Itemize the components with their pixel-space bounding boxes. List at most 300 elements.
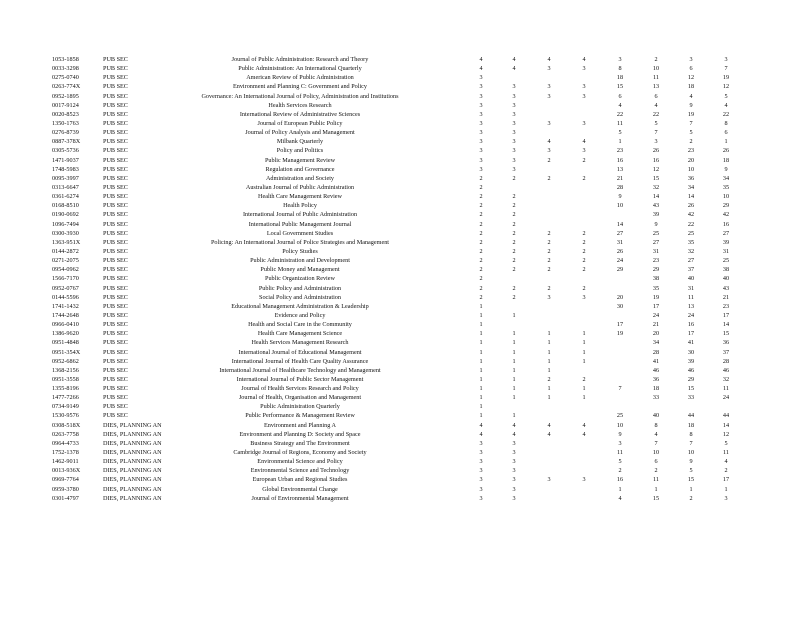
category-cell: PUB SEC [103, 385, 128, 393]
rating-4-cell: 4 [582, 421, 586, 429]
issn-cell: 0033-3298 [52, 65, 79, 73]
rank-1-cell: 10 [616, 421, 624, 429]
rank-3-cell: 34 [687, 183, 695, 191]
rank-1-cell: 30 [616, 302, 624, 310]
category-cell: PUB SEC [103, 257, 128, 265]
rank-2-cell: 33 [652, 394, 660, 402]
rank-4-cell: 9 [724, 165, 728, 173]
rating-1-cell: 1 [479, 302, 483, 310]
rating-1-cell: 1 [479, 348, 483, 356]
issn-cell: 0951-3558 [52, 375, 79, 383]
rating-3-cell: 2 [547, 257, 551, 265]
rank-3-cell: 37 [687, 266, 695, 274]
category-cell: DIES, PLANNING AN [103, 449, 162, 457]
journal-title-cell: Policing: An International Journal of Police Strategies and Management [210, 238, 390, 246]
rating-2-cell: 1 [512, 385, 516, 393]
table-row [0, 293, 800, 302]
rating-4-cell: 3 [582, 119, 586, 127]
rating-3-cell: 1 [547, 339, 551, 347]
table-row [0, 393, 800, 402]
rank-2-cell: 40 [652, 412, 660, 420]
issn-cell: 0095-3997 [52, 174, 79, 182]
rank-3-cell: 26 [687, 202, 695, 210]
category-cell: DIES, PLANNING AN [103, 421, 162, 429]
rank-2-cell: 20 [652, 330, 660, 338]
rank-3-cell: 23 [687, 147, 695, 155]
issn-cell: 0013-936X [52, 467, 81, 475]
rating-2-cell: 4 [512, 421, 516, 429]
rank-3-cell: 20 [687, 156, 695, 164]
issn-cell: 1350-1763 [52, 119, 79, 127]
rank-3-cell: 22 [687, 220, 695, 228]
rank-3-cell: 12 [687, 74, 695, 82]
rating-2-cell: 3 [512, 449, 516, 457]
table-row [0, 137, 800, 146]
rating-2-cell: 3 [512, 494, 516, 502]
rank-1-cell: 31 [616, 238, 624, 246]
rank-1-cell: 1 [618, 138, 622, 146]
table-row [0, 247, 800, 256]
table-row [0, 485, 800, 494]
rating-1-cell: 3 [479, 467, 483, 475]
rank-2-cell: 13 [652, 83, 660, 91]
rating-3-cell: 2 [547, 156, 551, 164]
rating-1-cell: 2 [479, 174, 483, 182]
rank-4-cell: 21 [722, 293, 730, 301]
rating-3-cell: 4 [547, 430, 551, 438]
rank-1-cell: 19 [616, 330, 624, 338]
rank-3-cell: 36 [687, 174, 695, 182]
rating-1-cell: 3 [479, 110, 483, 118]
issn-cell: 1096-7494 [52, 220, 79, 228]
rank-4-cell: 2 [724, 467, 728, 475]
rating-2-cell: 3 [512, 156, 516, 164]
rating-2-cell: 1 [512, 311, 516, 319]
table-row [0, 302, 800, 311]
rank-4-cell: 18 [722, 156, 730, 164]
journal-title-cell: Health Policy [283, 202, 317, 210]
rating-4-cell: 3 [582, 92, 586, 100]
rank-3-cell: 6 [689, 65, 693, 73]
issn-cell: 0263-774X [52, 83, 81, 91]
issn-cell: 0276-8739 [52, 129, 79, 137]
table-row [0, 384, 800, 393]
rating-1-cell: 1 [479, 330, 483, 338]
rating-3-cell: 1 [547, 394, 551, 402]
rating-2-cell: 2 [512, 247, 516, 255]
rank-1-cell: 13 [616, 165, 624, 173]
rank-4-cell: 1 [724, 138, 728, 146]
rank-3-cell: 18 [687, 421, 695, 429]
rank-2-cell: 6 [654, 92, 658, 100]
rating-2-cell: 2 [512, 202, 516, 210]
rating-4-cell: 1 [582, 394, 586, 402]
rank-3-cell: 41 [687, 339, 695, 347]
rank-2-cell: 10 [652, 449, 660, 457]
issn-cell: 0017-9124 [52, 101, 79, 109]
rank-3-cell: 19 [687, 110, 695, 118]
rank-1-cell: 3 [618, 439, 622, 447]
journal-ranking-table [0, 55, 800, 503]
issn-cell: 0952-0767 [52, 284, 79, 292]
rank-4-cell: 7 [724, 65, 728, 73]
table-row [0, 119, 800, 128]
issn-cell: 0301-4797 [52, 494, 79, 502]
rank-2-cell: 22 [652, 110, 660, 118]
rating-4-cell: 1 [582, 339, 586, 347]
category-cell: PUB SEC [103, 357, 128, 365]
journal-title-cell: Environment and Planning A [263, 421, 336, 429]
rating-4-cell: 2 [582, 229, 586, 237]
rank-4-cell: 17 [722, 311, 730, 319]
issn-cell: 0263-7758 [52, 430, 79, 438]
journal-title-cell: Journal of Policy Analysis and Management [245, 129, 355, 137]
issn-cell: 0305-5736 [52, 147, 79, 155]
journal-title-cell: Public Administration and Development [250, 257, 350, 265]
rating-1-cell: 2 [479, 284, 483, 292]
rating-2-cell: 1 [512, 339, 516, 347]
table-row [0, 183, 800, 192]
rank-2-cell: 3 [654, 138, 658, 146]
rating-1-cell: 3 [479, 101, 483, 109]
rank-3-cell: 24 [687, 311, 695, 319]
rating-2-cell: 3 [512, 119, 516, 127]
rank-1-cell: 4 [618, 494, 622, 502]
journal-title-cell: Cambridge Journal of Regions, Economy and Society [233, 449, 367, 457]
rank-1-cell: 5 [618, 458, 622, 466]
journal-title-cell: European Urban and Regional Studies [252, 476, 348, 484]
table-row [0, 101, 800, 110]
category-cell: PUB SEC [103, 147, 128, 155]
rating-3-cell: 3 [547, 293, 551, 301]
rating-1-cell: 1 [479, 394, 483, 402]
issn-cell: 0144-2872 [52, 247, 79, 255]
category-cell: DIES, PLANNING AN [103, 458, 162, 466]
rank-1-cell: 22 [616, 110, 624, 118]
rating-1-cell: 2 [479, 266, 483, 274]
rank-4-cell: 22 [722, 110, 730, 118]
category-cell: DIES, PLANNING AN [103, 439, 162, 447]
rank-3-cell: 25 [687, 229, 695, 237]
rank-2-cell: 31 [652, 247, 660, 255]
rating-3-cell: 3 [547, 83, 551, 91]
rating-3-cell: 3 [547, 147, 551, 155]
rating-4-cell: 4 [582, 430, 586, 438]
rank-3-cell: 35 [687, 238, 695, 246]
journal-title-cell: Journal of Health, Organisation and Management [238, 394, 362, 402]
rank-4-cell: 31 [722, 247, 730, 255]
table-row [0, 220, 800, 229]
category-cell: PUB SEC [103, 83, 128, 91]
rating-2-cell: 1 [512, 348, 516, 356]
rank-2-cell: 41 [652, 357, 660, 365]
rank-2-cell: 25 [652, 229, 660, 237]
rating-1-cell: 3 [479, 494, 483, 502]
table-row [0, 210, 800, 219]
rating-1-cell: 1 [479, 311, 483, 319]
rank-1-cell: 27 [616, 229, 624, 237]
rating-4-cell: 2 [582, 375, 586, 383]
issn-cell: 0952-6862 [52, 357, 79, 365]
category-cell: PUB SEC [103, 165, 128, 173]
rating-2-cell: 1 [512, 330, 516, 338]
rank-3-cell: 46 [687, 366, 695, 374]
rank-1-cell: 24 [616, 257, 624, 265]
rating-4-cell: 3 [582, 147, 586, 155]
rank-1-cell: 18 [616, 74, 624, 82]
rating-2-cell: 2 [512, 293, 516, 301]
rating-3-cell: 4 [547, 421, 551, 429]
rank-1-cell: 9 [618, 193, 622, 201]
rank-4-cell: 14 [722, 321, 730, 329]
rating-4-cell: 1 [582, 357, 586, 365]
rank-3-cell: 29 [687, 375, 695, 383]
rank-3-cell: 44 [687, 412, 695, 420]
journal-title-cell: Policy Studies [282, 247, 318, 255]
issn-cell: 0168-8510 [52, 202, 79, 210]
rank-1-cell: 8 [618, 65, 622, 73]
rank-3-cell: 15 [687, 476, 695, 484]
rating-2-cell: 3 [512, 165, 516, 173]
rank-2-cell: 5 [654, 119, 658, 127]
issn-cell: 1368-2156 [52, 366, 79, 374]
rating-4-cell: 3 [582, 83, 586, 91]
rank-3-cell: 5 [689, 467, 693, 475]
rank-4-cell: 23 [722, 302, 730, 310]
category-cell: PUB SEC [103, 211, 128, 219]
table-row [0, 201, 800, 210]
table-row [0, 229, 800, 238]
rank-4-cell: 17 [722, 476, 730, 484]
table-row [0, 494, 800, 503]
category-cell: PUB SEC [103, 92, 128, 100]
rating-1-cell: 3 [479, 165, 483, 173]
rank-1-cell: 5 [618, 129, 622, 137]
rating-3-cell: 2 [547, 375, 551, 383]
rating-4-cell: 3 [582, 293, 586, 301]
category-cell: PUB SEC [103, 348, 128, 356]
rating-2-cell: 2 [512, 220, 516, 228]
journal-title-cell: Public Money and Management [260, 266, 340, 274]
rating-4-cell: 3 [582, 65, 586, 73]
rank-2-cell: 15 [652, 174, 660, 182]
rating-4-cell: 2 [582, 247, 586, 255]
rank-4-cell: 39 [722, 238, 730, 246]
rank-1-cell: 21 [616, 174, 624, 182]
issn-cell: 1741-1432 [52, 302, 79, 310]
issn-cell: 0734-9149 [52, 403, 79, 411]
table-row [0, 366, 800, 375]
rating-1-cell: 3 [479, 74, 483, 82]
table-row [0, 265, 800, 274]
rating-2-cell: 3 [512, 129, 516, 137]
issn-cell: 0300-3930 [52, 229, 79, 237]
rank-3-cell: 40 [687, 275, 695, 283]
rank-2-cell: 28 [652, 348, 660, 356]
table-row [0, 375, 800, 384]
rank-4-cell: 4 [724, 458, 728, 466]
rank-2-cell: 35 [652, 284, 660, 292]
issn-cell: 0190-0692 [52, 211, 79, 219]
rank-2-cell: 4 [654, 101, 658, 109]
rank-4-cell: 36 [722, 339, 730, 347]
rating-1-cell: 1 [479, 403, 483, 411]
rank-3-cell: 13 [687, 302, 695, 310]
table-row [0, 284, 800, 293]
category-cell: PUB SEC [103, 412, 128, 420]
category-cell: PUB SEC [103, 156, 128, 164]
category-cell: PUB SEC [103, 56, 128, 63]
category-cell: DIES, PLANNING AN [103, 494, 162, 502]
journal-title-cell: Health Services Research [268, 101, 332, 109]
rank-1-cell: 17 [616, 321, 624, 329]
rating-1-cell: 3 [479, 156, 483, 164]
rank-4-cell: 34 [722, 174, 730, 182]
rank-1-cell: 3 [618, 56, 622, 63]
rating-1-cell: 2 [479, 293, 483, 301]
rank-2-cell: 46 [652, 366, 660, 374]
rank-4-cell: 5 [724, 439, 728, 447]
table-row [0, 320, 800, 329]
rank-2-cell: 38 [652, 275, 660, 283]
issn-cell: 1566-7170 [52, 275, 79, 283]
issn-cell: 0361-6274 [52, 193, 79, 201]
rating-1-cell: 2 [479, 183, 483, 191]
rank-3-cell: 2 [689, 494, 693, 502]
rating-3-cell: 2 [547, 238, 551, 246]
table-row [0, 311, 800, 320]
issn-cell: 0308-518X [52, 421, 81, 429]
journal-title-cell: Evidence and Policy [274, 311, 326, 319]
rank-2-cell: 8 [654, 421, 658, 429]
rating-1-cell: 3 [479, 92, 483, 100]
category-cell: PUB SEC [103, 266, 128, 274]
table-row [0, 82, 800, 91]
rank-4-cell: 35 [722, 183, 730, 191]
rating-1-cell: 3 [479, 439, 483, 447]
journal-title-cell: International Journal of Healthcare Technology and Management [219, 366, 381, 374]
rating-4-cell: 2 [582, 266, 586, 274]
rank-3-cell: 27 [687, 257, 695, 265]
category-cell: PUB SEC [103, 129, 128, 137]
journal-title-cell: Governance: An International Journal of Policy, Administration and Institutions [201, 92, 399, 100]
table-row [0, 466, 800, 475]
rating-3-cell: 3 [547, 92, 551, 100]
table-row [0, 55, 800, 64]
table-row [0, 421, 800, 430]
category-cell: DIES, PLANNING AN [103, 430, 162, 438]
rank-4-cell: 28 [722, 357, 730, 365]
rating-1-cell: 3 [479, 83, 483, 91]
category-cell: PUB SEC [103, 366, 128, 374]
journal-title-cell: Health Services Management Research [251, 339, 349, 347]
rank-2-cell: 14 [652, 193, 660, 201]
issn-cell: 0966-0410 [52, 321, 79, 329]
journal-title-cell: Social Policy and Administration [259, 293, 341, 301]
rating-3-cell: 2 [547, 174, 551, 182]
journal-title-cell: Environment and Planning D: Society and Space [239, 430, 361, 438]
table-row [0, 238, 800, 247]
issn-cell: 1363-951X [52, 238, 81, 246]
journal-title-cell: American Review of Public Administration [246, 74, 354, 82]
rank-1-cell: 23 [616, 147, 624, 155]
rank-1-cell: 11 [617, 119, 623, 127]
rank-3-cell: 9 [689, 101, 693, 109]
journal-title-cell: Public Policy and Administration [258, 284, 342, 292]
journal-title-cell: Health Care Management Science [257, 330, 343, 338]
rating-4-cell: 1 [582, 348, 586, 356]
rating-2-cell: 1 [512, 357, 516, 365]
category-cell: PUB SEC [103, 183, 128, 191]
rank-4-cell: 46 [722, 366, 730, 374]
category-cell: PUB SEC [103, 110, 128, 118]
journal-title-cell: International Review of Administrative Sciences [239, 110, 361, 118]
issn-cell: 1748-5983 [52, 165, 79, 173]
rating-3-cell: 2 [547, 284, 551, 292]
rank-4-cell: 4 [724, 101, 728, 109]
rating-1-cell: 4 [479, 430, 483, 438]
table-row [0, 256, 800, 265]
rank-2-cell: 23 [652, 257, 660, 265]
rank-1-cell: 26 [616, 247, 624, 255]
rating-2-cell: 4 [512, 430, 516, 438]
rank-1-cell: 9 [618, 430, 622, 438]
issn-cell: 0275-0740 [52, 74, 79, 82]
rank-2-cell: 10 [652, 65, 660, 73]
rank-2-cell: 2 [654, 56, 658, 63]
rank-2-cell: 34 [652, 339, 660, 347]
rating-1-cell: 2 [479, 202, 483, 210]
issn-cell: 1462-9011 [52, 458, 79, 466]
rank-3-cell: 17 [687, 330, 695, 338]
category-cell: PUB SEC [103, 229, 128, 237]
rank-4-cell: 8 [724, 119, 728, 127]
rating-2-cell: 2 [512, 229, 516, 237]
rating-2-cell: 1 [512, 412, 516, 420]
rank-1-cell: 14 [616, 220, 624, 228]
rank-1-cell: 15 [616, 83, 624, 91]
rank-4-cell: 15 [722, 330, 730, 338]
rating-2-cell: 3 [512, 101, 516, 109]
rating-4-cell: 3 [582, 476, 586, 484]
rank-4-cell: 27 [722, 229, 730, 237]
rank-3-cell: 7 [689, 439, 693, 447]
rank-3-cell: 11 [688, 293, 694, 301]
category-cell: PUB SEC [103, 193, 128, 201]
issn-cell: 0020-8523 [52, 110, 79, 118]
category-cell: DIES, PLANNING AN [103, 476, 162, 484]
journal-title-cell: Global Environmental Change [262, 485, 338, 493]
rank-3-cell: 18 [687, 83, 695, 91]
rank-2-cell: 39 [652, 211, 660, 219]
table-row [0, 448, 800, 457]
category-cell: PUB SEC [103, 330, 128, 338]
rank-1-cell: 7 [618, 385, 622, 393]
rank-4-cell: 38 [722, 266, 730, 274]
rank-4-cell: 3 [724, 56, 728, 63]
journal-title-cell: Journal of European Public Policy [257, 119, 343, 127]
rank-1-cell: 28 [616, 183, 624, 191]
category-cell: PUB SEC [103, 202, 128, 210]
rank-3-cell: 30 [687, 348, 695, 356]
issn-cell: 0951-4848 [52, 339, 79, 347]
rank-1-cell: 1 [618, 485, 622, 493]
rank-2-cell: 4 [654, 430, 658, 438]
rank-2-cell: 24 [652, 311, 660, 319]
rating-2-cell: 4 [512, 56, 516, 63]
table-row [0, 411, 800, 420]
category-cell: PUB SEC [103, 311, 128, 319]
